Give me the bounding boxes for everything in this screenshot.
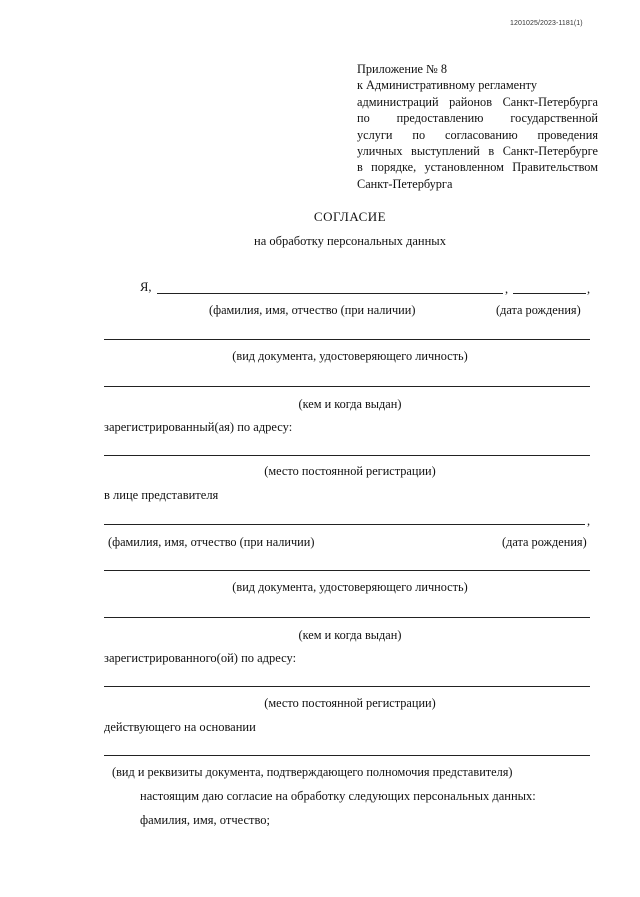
annex-line: администраций районов Санкт-Петербурга xyxy=(357,94,598,109)
caption-fio: (фамилия, имя, отчество (при наличии) xyxy=(209,303,416,317)
caption-rep-fio: (фамилия, имя, отчество (при наличии) xyxy=(108,535,315,549)
caption-reg: (место постоянной регистрации) xyxy=(264,464,436,478)
document-number: 1201025/2023-1181(1) xyxy=(510,20,583,27)
caption-id-doc: (вид документа, удостоверяющего личность) xyxy=(232,349,468,363)
label-acting-basis: действующего на основании xyxy=(104,720,256,734)
annex-block xyxy=(357,61,598,192)
label-via-rep: в лице представителя xyxy=(104,488,219,502)
document-title: СОГЛАСИЕ xyxy=(313,209,387,224)
consent-text: настоящим даю согласие на обработку следующих персональных данных: xyxy=(140,789,536,803)
item-fio: фамилия, имя, отчество; xyxy=(140,813,271,827)
annex-line: услуги по согласованию проведения xyxy=(357,127,598,142)
caption-rep-issued: (кем и когда выдан) xyxy=(298,628,402,642)
rep-id-doc-field-line[interactable] xyxy=(104,570,590,571)
document-subtitle: на обработку персональных данных xyxy=(254,234,446,248)
annex-line: по предоставлению государственной xyxy=(357,111,598,126)
annex-line: в порядке, установленном Правительством xyxy=(357,160,598,175)
fio-field-line[interactable] xyxy=(157,293,503,294)
label-registered: зарегистрированный(ая) по адресу: xyxy=(104,420,293,434)
dob-field-line[interactable] xyxy=(513,293,586,294)
comma: , xyxy=(587,514,591,528)
annex-line: к Административному регламенту xyxy=(357,78,538,93)
rep-name-field-line[interactable] xyxy=(104,524,585,525)
annex-line: уличных выступлений в Санкт-Петербурге xyxy=(357,143,598,158)
label-ya: Я, xyxy=(140,280,152,294)
caption-dob: (дата рождения) xyxy=(496,303,581,317)
annex-line: Приложение № 8 xyxy=(357,62,448,76)
authority-field-line[interactable] xyxy=(104,755,590,756)
caption-rep-reg: (место постоянной регистрации) xyxy=(264,696,436,710)
caption-rep-dob: (дата рождения) xyxy=(502,535,587,549)
reg-field-line[interactable] xyxy=(104,455,590,456)
id-doc-field-line[interactable] xyxy=(104,339,590,340)
caption-authority: (вид и реквизиты документа, подтверждающего полномочия представителя) xyxy=(112,765,513,779)
comma: , xyxy=(505,282,509,296)
comma: , xyxy=(587,282,591,296)
caption-issued: (кем и когда выдан) xyxy=(298,397,402,411)
rep-reg-field-line[interactable] xyxy=(104,686,590,687)
issued-field-line[interactable] xyxy=(104,386,590,387)
label-rep-registered: зарегистрированного(ой) по адресу: xyxy=(104,651,297,665)
annex-line: Санкт-Петербурга xyxy=(357,176,453,191)
caption-rep-id-doc: (вид документа, удостоверяющего личность) xyxy=(232,580,468,594)
rep-issued-field-line[interactable] xyxy=(104,617,590,618)
